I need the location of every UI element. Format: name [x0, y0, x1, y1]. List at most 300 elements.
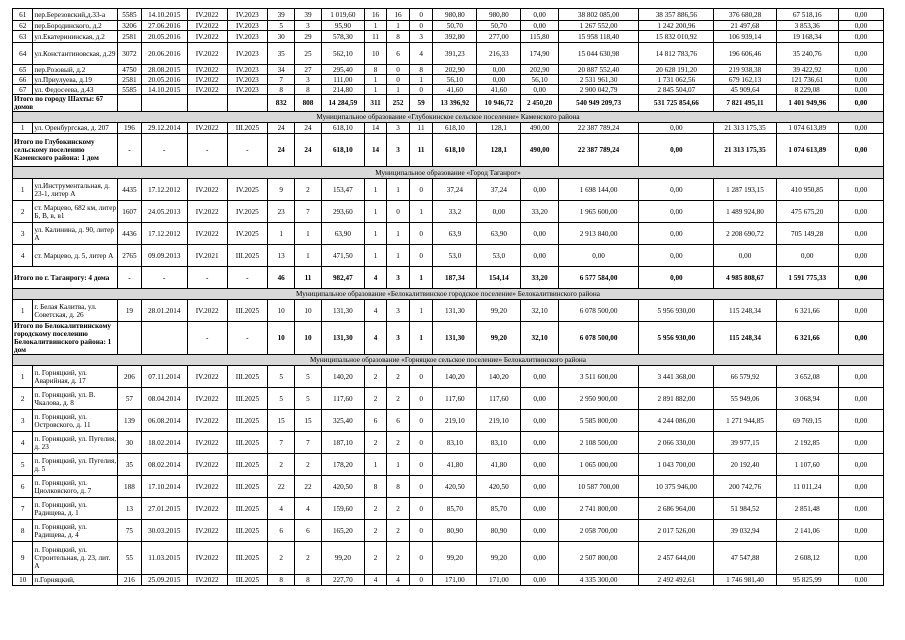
table-cell: 6 [268, 520, 295, 542]
table-cell: 980,80 [477, 9, 521, 21]
table-cell: 196 [118, 123, 142, 134]
total-cell: 10 946,72 [477, 95, 521, 112]
total-cell: 982,47 [321, 267, 364, 289]
table-cell: 41,60 [477, 85, 521, 95]
table-cell: 1 107,60 [776, 454, 838, 476]
total-cell: 14 [364, 134, 387, 167]
table-cell: 6 [364, 410, 387, 432]
table-cell: 2 [387, 498, 410, 520]
total-cell [187, 95, 227, 112]
table-cell: 2 531 961,30 [558, 75, 638, 85]
table-cell: 1 489 924,80 [714, 201, 776, 223]
table-cell: 1 [409, 201, 433, 223]
table-cell: 705 149,28 [776, 223, 838, 245]
table-cell: 39 422,92 [776, 65, 838, 75]
table-cell: 0,00 [639, 201, 714, 223]
table-cell: 63,90 [477, 223, 521, 245]
table-cell: 3 [295, 75, 322, 85]
section-header-row [13, 355, 884, 366]
table-cell: 3 [387, 300, 410, 322]
table-cell: 0,00 [838, 520, 883, 542]
table-cell: 295,40 [321, 65, 364, 75]
table-cell: IV.2023 [227, 31, 268, 43]
table-cell: 23 [268, 201, 295, 223]
row-number-cell: 7 [13, 498, 33, 520]
table-cell: 1 019,60 [321, 9, 364, 21]
table-cell: 06.08.2014 [141, 410, 187, 432]
table-cell: 1 [387, 454, 410, 476]
table-cell: 1 065 000,00 [558, 454, 638, 476]
table-cell: 3 068,94 [776, 388, 838, 410]
table-row [13, 123, 884, 134]
table-cell: 216,33 [477, 43, 521, 65]
table-cell: 578,30 [321, 31, 364, 43]
table-cell: 115 248,34 [714, 300, 776, 322]
total-cell: - [187, 322, 227, 355]
table-cell: 8 [409, 65, 433, 75]
table-cell: 219 938,38 [714, 65, 776, 75]
table-cell: 0 [409, 366, 433, 388]
table-cell: 1 [409, 300, 433, 322]
table-cell: 35 [268, 43, 295, 65]
total-cell: 33,20 [521, 267, 559, 289]
table-cell: 1 [364, 179, 387, 201]
table-cell: IV.2022 [187, 9, 227, 21]
table-cell: 85,70 [433, 498, 477, 520]
table-cell: 1 267 552,00 [558, 21, 638, 31]
table-cell: 8 [387, 31, 410, 43]
table-cell: III.2025 [227, 410, 268, 432]
table-cell: IV.2022 [187, 31, 227, 43]
total-cell: 1 [409, 267, 433, 289]
row-number-cell: 63 [13, 31, 33, 43]
total-cell: 154,14 [477, 267, 521, 289]
table-cell: IV.2022 [187, 432, 227, 454]
table-cell: 2 141,06 [776, 520, 838, 542]
row-number-cell: 64 [13, 43, 33, 65]
table-row [13, 43, 884, 65]
address-cell: ст. Марцево, 682 км, литер Б, В, в, в1 [33, 201, 118, 223]
table-cell: 2 108 500,00 [558, 432, 638, 454]
table-cell: 0,00 [714, 245, 776, 267]
row-number-cell: 1 [13, 179, 33, 201]
table-cell: 0,00 [838, 9, 883, 21]
table-cell: 07.11.2014 [141, 366, 187, 388]
total-cell: 1 591 775,33 [776, 267, 838, 289]
table-cell: 22 [268, 476, 295, 498]
table-cell: 174,90 [521, 43, 559, 65]
table-cell: 0,00 [838, 21, 883, 31]
address-cell: п. Горняцкий, ул. Пугелия, д. 23 [33, 432, 118, 454]
row-number-cell: 1 [13, 123, 33, 134]
table-cell: 4 [409, 43, 433, 65]
table-cell: 2 686 964,00 [639, 498, 714, 520]
table-cell: 117,60 [321, 388, 364, 410]
table-cell: 4 [364, 300, 387, 322]
address-cell: ул.Екатерининская, д.2 [33, 31, 118, 43]
total-cell [118, 95, 142, 112]
table-cell: 10 [364, 43, 387, 65]
table-cell: 2 [295, 542, 322, 575]
row-number-cell: 62 [13, 21, 33, 31]
table-cell: 0,00 [838, 432, 883, 454]
table-cell: 2 608,12 [776, 542, 838, 575]
total-cell: - [227, 322, 268, 355]
total-row [13, 267, 884, 289]
table-cell: 10 [268, 300, 295, 322]
table-cell: 2 [364, 388, 387, 410]
table-cell: 0,00 [838, 388, 883, 410]
table-cell: 1607 [118, 201, 142, 223]
table-cell: 3 853,36 [776, 21, 838, 31]
total-cell: 32,10 [521, 322, 559, 355]
table-cell: III.2025 [227, 575, 268, 586]
table-cell: 0,00 [477, 201, 521, 223]
table-cell: 2 [387, 388, 410, 410]
table-cell: 128,1 [477, 123, 521, 134]
total-cell: 6 577 584,00 [558, 267, 638, 289]
total-cell: 1 [409, 322, 433, 355]
row-number-cell: 6 [13, 476, 33, 498]
total-cell [141, 322, 187, 355]
table-cell: 10 375 946,00 [639, 476, 714, 498]
table-cell: 140,20 [433, 366, 477, 388]
total-cell [118, 322, 142, 355]
table-cell: 0,00 [838, 201, 883, 223]
table-cell: 4436 [118, 223, 142, 245]
table-cell: 0,00 [838, 300, 883, 322]
table-cell: III.2025 [227, 388, 268, 410]
table-cell: 115,80 [521, 31, 559, 43]
address-cell: г. Белая Калитва, ул. Советская, д. 26 [33, 300, 118, 322]
table-cell: IV.2022 [187, 454, 227, 476]
section-header-row [13, 112, 884, 123]
table-cell: 1 [364, 201, 387, 223]
table-cell: 0,00 [521, 498, 559, 520]
table-cell: 11 [409, 123, 433, 134]
table-cell: 1 242 200,96 [639, 21, 714, 31]
total-cell: 4 [364, 322, 387, 355]
table-cell: 0 [409, 520, 433, 542]
table-cell: 0 [409, 223, 433, 245]
row-number-cell: 1 [13, 366, 33, 388]
row-number-cell: 66 [13, 75, 33, 85]
table-cell: 0,00 [521, 476, 559, 498]
table-cell: 51 984,52 [714, 498, 776, 520]
total-cell: 24 [295, 134, 322, 167]
address-cell: ул.Константиновская, д.29 [33, 43, 118, 65]
table-cell: 95,90 [321, 21, 364, 31]
table-cell: 8 [364, 65, 387, 75]
table-cell: 0,00 [639, 223, 714, 245]
table-cell: 20 192,40 [714, 454, 776, 476]
table-cell: 2 457 644,00 [639, 542, 714, 575]
total-cell: 22 387 789,24 [558, 134, 638, 167]
row-number-cell: 67 [13, 85, 33, 95]
table-cell: 24 [295, 123, 322, 134]
section-title: Муниципальное образование «Глубокинское сельское поселение» Каменского района [13, 112, 884, 123]
table-cell: 37,24 [433, 179, 477, 201]
table-cell: 2 066 330,00 [639, 432, 714, 454]
table-row [13, 476, 884, 498]
table-cell: III.2025 [227, 432, 268, 454]
total-cell: 540 949 209,73 [558, 95, 638, 112]
table-cell: 0,00 [838, 65, 883, 75]
total-cell: 3 [387, 267, 410, 289]
table-cell: 7 [268, 75, 295, 85]
total-row [13, 95, 884, 112]
table-cell: 2 [268, 454, 295, 476]
total-cell: 115 248,34 [714, 322, 776, 355]
table-cell: 09.09.2013 [141, 245, 187, 267]
address-cell: п.Горняцкий, [33, 575, 118, 586]
table-cell: 3 [387, 123, 410, 134]
table-cell: 83,10 [433, 432, 477, 454]
table-cell: 2 891 882,00 [639, 388, 714, 410]
table-cell: 8 229,08 [776, 85, 838, 95]
table-cell: 2 208 690,72 [714, 223, 776, 245]
table-row [13, 542, 884, 575]
total-cell: 10 [295, 322, 322, 355]
address-cell: пер.Березовский,д.33-а [33, 9, 118, 21]
table-cell: 0,00 [521, 9, 559, 21]
total-label: Итого по Белокалитвинскому городскому поселению Белокалитвинского района: 1 дом [13, 322, 118, 355]
table-cell: 8 [268, 575, 295, 586]
table-cell: 0,00 [558, 245, 638, 267]
table-cell: 0,00 [521, 520, 559, 542]
total-cell: 13 396,92 [433, 95, 477, 112]
table-cell: 2 [364, 542, 387, 575]
table-cell: 0,00 [838, 575, 883, 586]
table-cell: 28.01.2014 [141, 300, 187, 322]
table-cell: 15 044 630,98 [558, 43, 638, 65]
table-cell: 7 [268, 432, 295, 454]
table-cell: 0 [409, 476, 433, 498]
section-title: Муниципальное образование «Город Таганрог» [13, 167, 884, 179]
table-cell: 2 192,85 [776, 432, 838, 454]
table-cell: 53,0 [477, 245, 521, 267]
table-row [13, 245, 884, 267]
table-cell: 99,20 [433, 542, 477, 575]
total-cell: - [227, 267, 268, 289]
table-cell: 214,80 [321, 85, 364, 95]
total-cell: 2 450,20 [521, 95, 559, 112]
table-cell: 33,20 [521, 201, 559, 223]
table-cell: 0,00 [521, 179, 559, 201]
row-number-cell: 3 [13, 223, 33, 245]
table-cell: 80,90 [433, 520, 477, 542]
table-cell: 5585 [118, 9, 142, 21]
table-cell: 20.06.2016 [141, 43, 187, 65]
row-number-cell: 10 [13, 575, 33, 586]
table-cell: 4 [295, 498, 322, 520]
table-cell: IV.2022 [187, 498, 227, 520]
address-cell: пер.Бородинского, д.2 [33, 21, 118, 31]
table-cell: 0,00 [521, 432, 559, 454]
address-cell: ул. Калинина, д. 90, литер А [33, 223, 118, 245]
total-cell: 4 [364, 267, 387, 289]
table-cell: 50,70 [433, 21, 477, 31]
table-cell: 178,20 [321, 454, 364, 476]
table-row [13, 223, 884, 245]
table-cell: 0,00 [838, 43, 883, 65]
table-cell: IV.2022 [187, 476, 227, 498]
table-cell: 66 579,92 [714, 366, 776, 388]
table-cell: 22 [295, 476, 322, 498]
table-cell: IV.2025 [227, 179, 268, 201]
total-cell: 252 [387, 95, 410, 112]
total-cell: - [118, 134, 142, 167]
table-cell: 111,00 [321, 75, 364, 85]
address-cell: п. Горняцкий, ул. Строительная, д. 23, лит. А [33, 542, 118, 575]
table-cell: 57 [118, 388, 142, 410]
table-cell: 7 [295, 201, 322, 223]
table-cell: 20.05.2016 [141, 75, 187, 85]
table-cell: 11 011,24 [776, 476, 838, 498]
table-cell: 30 [268, 31, 295, 43]
section-header-row [13, 289, 884, 300]
row-number-cell: 2 [13, 201, 33, 223]
total-cell: 7 821 495,11 [714, 95, 776, 112]
table-cell: 15 958 118,40 [558, 31, 638, 43]
table-cell: 0 [409, 85, 433, 95]
table-cell: 47 547,88 [714, 542, 776, 575]
address-cell: ст. Марцево, д. 5, литер А [33, 245, 118, 267]
total-cell: 21 313 175,35 [714, 134, 776, 167]
table-cell: 55 949,06 [714, 388, 776, 410]
table-cell: 1 [268, 223, 295, 245]
table-cell: 420,50 [477, 476, 521, 498]
total-cell: 618,10 [433, 134, 477, 167]
total-cell: 0,00 [838, 134, 883, 167]
total-cell: 6 078 500,00 [558, 322, 638, 355]
table-cell: III.2025 [227, 520, 268, 542]
table-cell: 39 [295, 9, 322, 21]
table-cell: III.2025 [227, 498, 268, 520]
table-cell: 14 812 783,76 [639, 43, 714, 65]
table-cell: 0,00 [838, 542, 883, 575]
table-cell: 4435 [118, 179, 142, 201]
table-cell: 0 [409, 9, 433, 21]
table-cell: 20 887 552,40 [558, 65, 638, 75]
table-cell: 139 [118, 410, 142, 432]
table-cell: 17.12.2012 [141, 179, 187, 201]
table-cell: 0,00 [838, 454, 883, 476]
table-cell: 219,10 [477, 410, 521, 432]
table-cell: 37,24 [477, 179, 521, 201]
table-cell: 202,90 [521, 65, 559, 75]
table-cell: 24 [268, 123, 295, 134]
table-cell: 1 [364, 223, 387, 245]
table-cell: IV.2023 [227, 75, 268, 85]
row-number-cell: 65 [13, 65, 33, 75]
total-cell [141, 95, 187, 112]
table-cell: 33,2 [433, 201, 477, 223]
table-cell: 41,60 [433, 85, 477, 95]
table-cell: 410 950,85 [776, 179, 838, 201]
table-cell: 131,30 [433, 300, 477, 322]
table-cell: 28.08.2015 [141, 65, 187, 75]
table-cell: 0,00 [838, 31, 883, 43]
table-cell: 392,80 [433, 31, 477, 43]
table-cell: 1 [387, 223, 410, 245]
table-cell: 2581 [118, 75, 142, 85]
address-cell: п. Горняцкий, ул. Радищева, д. 4 [33, 520, 118, 542]
table-cell: 35 [118, 454, 142, 476]
table-cell: 99,20 [477, 542, 521, 575]
table-cell: 69 769,15 [776, 410, 838, 432]
table-cell: 3 511 600,00 [558, 366, 638, 388]
table-cell: 2 [387, 432, 410, 454]
table-cell: 8 [295, 85, 322, 95]
table-cell: 1 [409, 75, 433, 85]
table-cell: 13 [118, 498, 142, 520]
table-cell: 75 [118, 520, 142, 542]
table-cell: 1 [364, 85, 387, 95]
table-cell: 14 [364, 123, 387, 134]
total-cell: 1 074 613,89 [776, 134, 838, 167]
table-cell: IV.2022 [187, 542, 227, 575]
table-cell: 5 [295, 366, 322, 388]
table-cell: 3206 [118, 21, 142, 31]
table-cell: 106 939,14 [714, 31, 776, 43]
table-cell: 0 [409, 542, 433, 575]
table-cell: 0,00 [521, 454, 559, 476]
table-cell: 3 [295, 21, 322, 31]
table-cell: 5 [268, 366, 295, 388]
table-cell: 5 [268, 388, 295, 410]
table-cell: IV.2023 [227, 21, 268, 31]
total-cell: 1 401 949,96 [776, 95, 838, 112]
total-cell: 6 321,66 [776, 322, 838, 355]
table-cell: 2 058 700,00 [558, 520, 638, 542]
table-row [13, 388, 884, 410]
table-cell: 1 [364, 245, 387, 267]
table-row [13, 75, 884, 85]
table-cell: 131,30 [321, 300, 364, 322]
table-cell: 0,00 [838, 75, 883, 85]
table-cell: III.2025 [227, 476, 268, 498]
table-cell: 293,60 [321, 201, 364, 223]
table-cell: 0,00 [639, 179, 714, 201]
table-cell: 376 680,28 [714, 9, 776, 21]
total-cell: 832 [268, 95, 295, 112]
table-cell: 0 [409, 498, 433, 520]
table-cell: 2 [364, 432, 387, 454]
housing-program-table-sheet [12, 8, 884, 586]
table-cell: 19 [118, 300, 142, 322]
address-cell: ул. Федосеева, д.43 [33, 85, 118, 95]
table-cell: 0,00 [521, 223, 559, 245]
address-cell: п. Горняцкий, ул. Аварийная, д. 17 [33, 366, 118, 388]
table-cell: 165,20 [321, 520, 364, 542]
table-cell: 1 [295, 245, 322, 267]
table-cell: III.2025 [227, 542, 268, 575]
table-cell: 16 [387, 9, 410, 21]
table-cell: 15 832 010,92 [639, 31, 714, 43]
table-cell: 0 [387, 75, 410, 85]
table-cell: 4 244 086,00 [639, 410, 714, 432]
table-cell: 08.04.2014 [141, 388, 187, 410]
total-cell: - [187, 267, 227, 289]
total-cell: 14 284,59 [321, 95, 364, 112]
table-cell: 39 032,94 [714, 520, 776, 542]
table-cell: 35 240,76 [776, 43, 838, 65]
total-label: Итого по Глубокинскому сельскому поселению Каменского района: 1 дом [13, 134, 118, 167]
table-cell: 0,00 [639, 123, 714, 134]
table-cell: 5585 [118, 85, 142, 95]
total-cell: 0,00 [639, 267, 714, 289]
